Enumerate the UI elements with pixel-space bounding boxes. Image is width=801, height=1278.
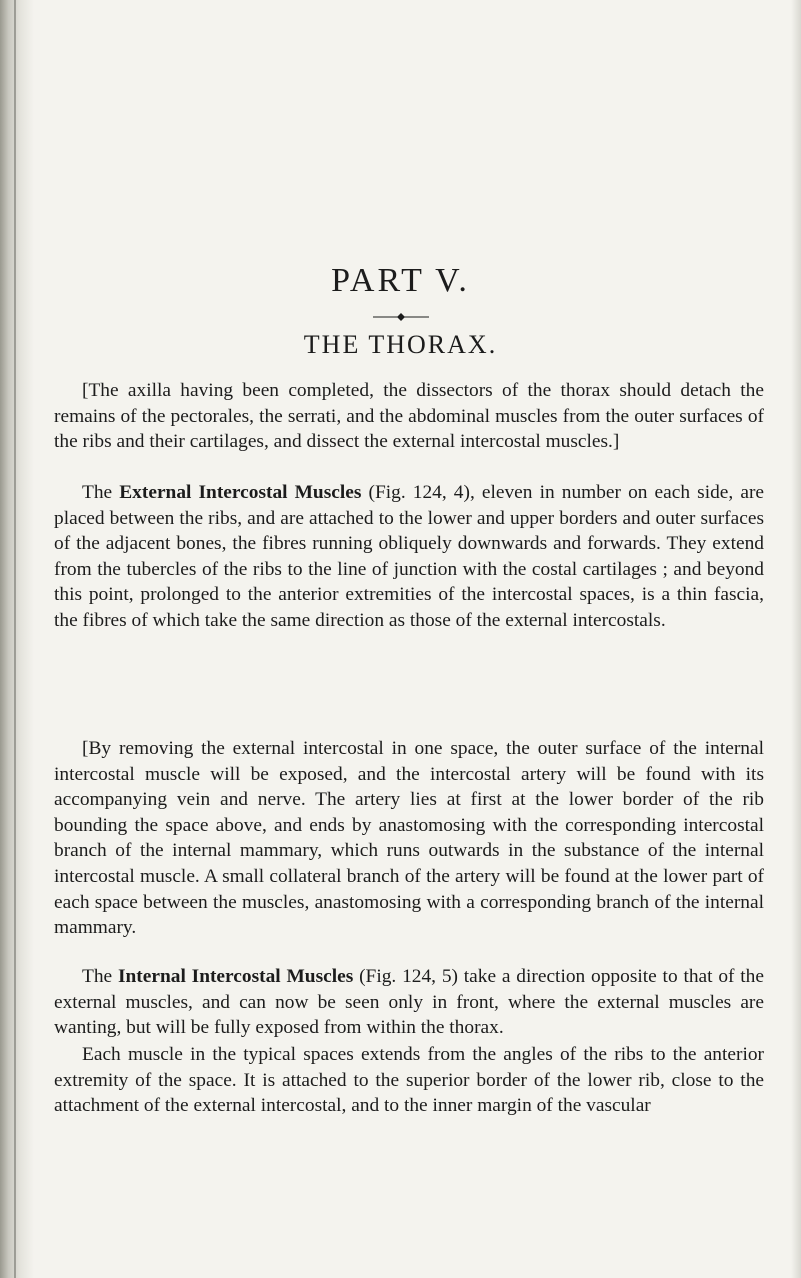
paragraph-muscle-attachment: [54, 1042, 764, 1119]
section-heading: External Intercostal Muscles: [119, 482, 362, 503]
paragraph-body: (Fig. 124, 5) take a direction opposite to that of the external muscles, and can now be seen only in front, where the external muscles are wanting, but will be fully exposed from within the thorax.: [54, 966, 764, 1039]
paragraph-text: [54, 480, 764, 634]
paragraph-lead: The: [82, 966, 118, 987]
binding-line: [14, 0, 16, 1278]
chapter-title: THE THORAX.: [303, 330, 498, 359]
divider-ornament: [0, 312, 801, 322]
paragraph-text: [By removing the external intercostal in one space, the outer surface of the internal intercostal muscle will be exposed, and the intercostal artery will be found with its accompanying vein and nerve. The artery lies at first at the lower border of the rib bounding the space above, and ends by anastomosing with the corresponding intercostal branch of the internal mammary, which runs outwards in the substance of the internal intercostal muscle. A small collateral branch of the artery will be found at the lower part of each space between the muscles, anastomosing with a corresponding branch of the internal mammary.: [54, 738, 764, 939]
page-edge-shadow: [0, 0, 34, 1278]
paragraph-external-intercostals: [54, 480, 764, 634]
paragraph-text: Each muscle in the typical spaces extends from the angles of the ribs to the anterior extremity of the space. It is attached to the superior border of the lower rib, close to the attachment of the external intercostal, and to the inner margin of the vascular: [54, 1044, 764, 1117]
part-title: PART V.: [331, 262, 470, 299]
paragraph-text: [54, 964, 764, 1041]
paragraph-internal-intercostals: [54, 964, 764, 1041]
paragraph-body: (Fig. 124, 4), eleven in number on each side, are placed between the ribs, and are attached to the lower and upper borders and outer surfaces of the adjacent bones, the fibres running obliquely downwards and forwards. They extend from the tubercles of the ribs to the line of junction with the costal cartilages ; and beyond this point, prolonged to the anterior extremities of the intercostal spaces, is a thin fascia, the fibres of which take the same direction as those of the external intercostals.: [54, 482, 765, 631]
paragraph-text: [The axilla having been completed, the dissectors of the thorax should detach the remains of the pectorales, the serrati, and the abdominal muscles from the outer surfaces of the ribs and their cartilages, and dissect the external intercostal muscles.]: [54, 380, 764, 453]
section-heading: Internal Intercostal Muscles: [117, 966, 354, 987]
diamond-rule-icon: [373, 312, 429, 322]
paragraph-intercostal-artery: [54, 736, 764, 941]
paragraph-lead: The: [82, 482, 120, 503]
page-edge-right: [791, 0, 801, 1278]
paragraph-dissection-note: [54, 378, 764, 455]
